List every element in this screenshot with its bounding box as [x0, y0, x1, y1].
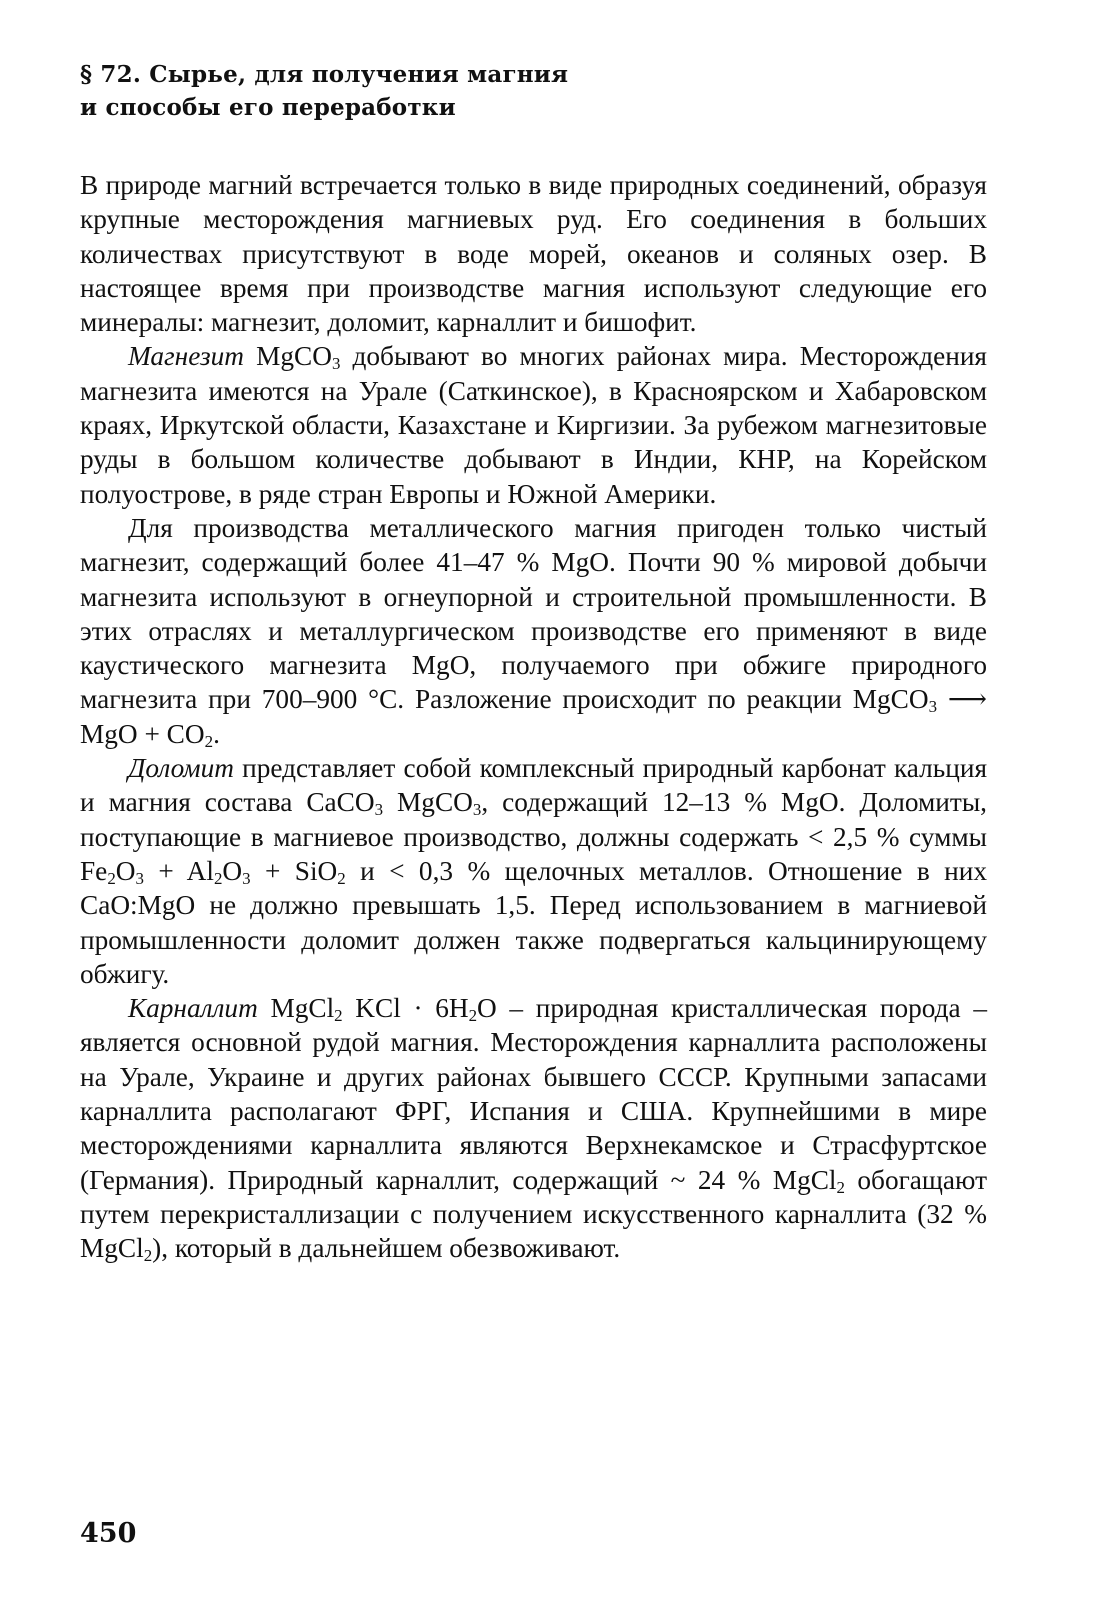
paragraph-4 [80, 751, 987, 991]
p5-text-d: обогащают путем перекристаллизации с получением искусственного карналлита (32 % MgCl [80, 1164, 987, 1264]
p4-sub-e: 2 [213, 869, 223, 889]
term-dolomite: Доломит [128, 753, 234, 784]
p4-text-e: + Al [143, 855, 214, 886]
paragraph-1: В природе магний встречается только в виде природных соединений, образуя крупные месторождения магниевых руд. Его соединения в больших количествах присутствуют в воде морей, океанов и соляных озер. В настоящее время при производстве магния используют следующие его минералы: магнезит, доломит, карналлит и бишофит. [80, 170, 987, 338]
p5-text-b: KCl · 6H [342, 993, 469, 1024]
paragraph-5 [80, 991, 987, 1265]
p4-text-f: O [222, 855, 243, 886]
p4-sub-b: 3 [472, 800, 482, 820]
p4-sub-f: 3 [242, 869, 251, 889]
term-magnesite: Магнезит [128, 341, 244, 372]
p5-sub-c: 2 [836, 1177, 845, 1197]
term-carnallite: Карналлит [128, 993, 258, 1024]
p5-text-e: ), который в дальнейшем обезвоживают. [152, 1233, 621, 1264]
formula-sub: 3 [331, 354, 341, 374]
formula-mgco3: MgCO [256, 341, 332, 372]
p5-text-a: MgCl [257, 993, 335, 1024]
p5-sub-b: 2 [468, 1006, 478, 1026]
p4-text-b: MgCO [383, 787, 473, 818]
page-content [80, 58, 987, 1266]
reaction-right: MgO + CO [80, 718, 205, 749]
reaction-right-sub: 2 [204, 731, 214, 751]
reaction-left-sub: 3 [928, 697, 938, 717]
p4-text-g: + SiO [250, 855, 338, 886]
page-number: 450 [80, 1518, 137, 1549]
p5-sub-d: 2 [143, 1246, 153, 1266]
section-heading [80, 58, 987, 124]
body-text [80, 168, 987, 1266]
paragraph-2-text: добывают во многих районах мира. Месторождения магнезита имеются на Урале (Саткинское), в Красноярском и Хабаровском краях, Иркутской области, Казахстане и Киргизии. За рубежом магнезитовые руды в большом количестве добывают в Индии, КНР, на Корейском полуострове, в ряде стран Европы и Южной Америки. [80, 341, 987, 509]
p4-sub-d: 3 [135, 869, 144, 889]
p4-text-a: представляет собой комплексный природный карбонат кальция и магния состава CaCO [80, 753, 987, 818]
paragraph-3-text: Для производства металлического магния пригоден только чистый магнезит, содержащий более 41–47 % MgO. Почти 90 % мировой добычи магнезита используют в огнеупорной и строительной промышленности. В этих отраслях и металлургическом производстве его применяют в виде каустического магнезита MgO, получаемого при обжиге природного магнезита при 700–900 °С. Разложение происходит по реакции [80, 512, 987, 715]
section-heading-line-2: и способы его переработки [80, 94, 456, 121]
p4-sub-c: 2 [107, 869, 116, 889]
p4-sub-a: 3 [374, 800, 384, 820]
p5-sub-a: 2 [334, 1006, 343, 1026]
reaction-arrow: ⟶ [947, 684, 988, 715]
section-heading-line-1: § 72. Сырье, для получения магния [80, 61, 569, 88]
p4-text-h: и < 0,3 % щелочных металлов. Отношение в них CaO:MgO не должно превышать 1,5. Перед использованием в магниевой промышленности доломит должен также подвергаться кальцинирующему обжигу. [80, 855, 987, 989]
p4-text-d: O [115, 855, 136, 886]
paragraph-2 [80, 339, 987, 510]
p5-text-c: O – природная кристаллическая порода – является основной рудой магния. Месторождения карналлита расположены на Урале, Украине и других районах бывшего СССР. Крупными запасами карналлита располагают ФРГ, Испания и США. Крупнейшими в мире месторождениями карналлита являются Верхнекамское и Страсфуртское (Германия). Природный карналлит, содержащий ~ 24 % MgCl [80, 993, 987, 1195]
p4-text-c: , содержащий 12–13 % MgO. Доломиты, поступающие в магниевое производство, должны содержать < 2,5 % суммы Fe [80, 787, 988, 886]
p4-sub-g: 2 [337, 869, 346, 889]
reaction-left: MgCO [852, 684, 929, 715]
reaction-end: . [213, 718, 220, 749]
paragraph-3 [80, 511, 987, 751]
